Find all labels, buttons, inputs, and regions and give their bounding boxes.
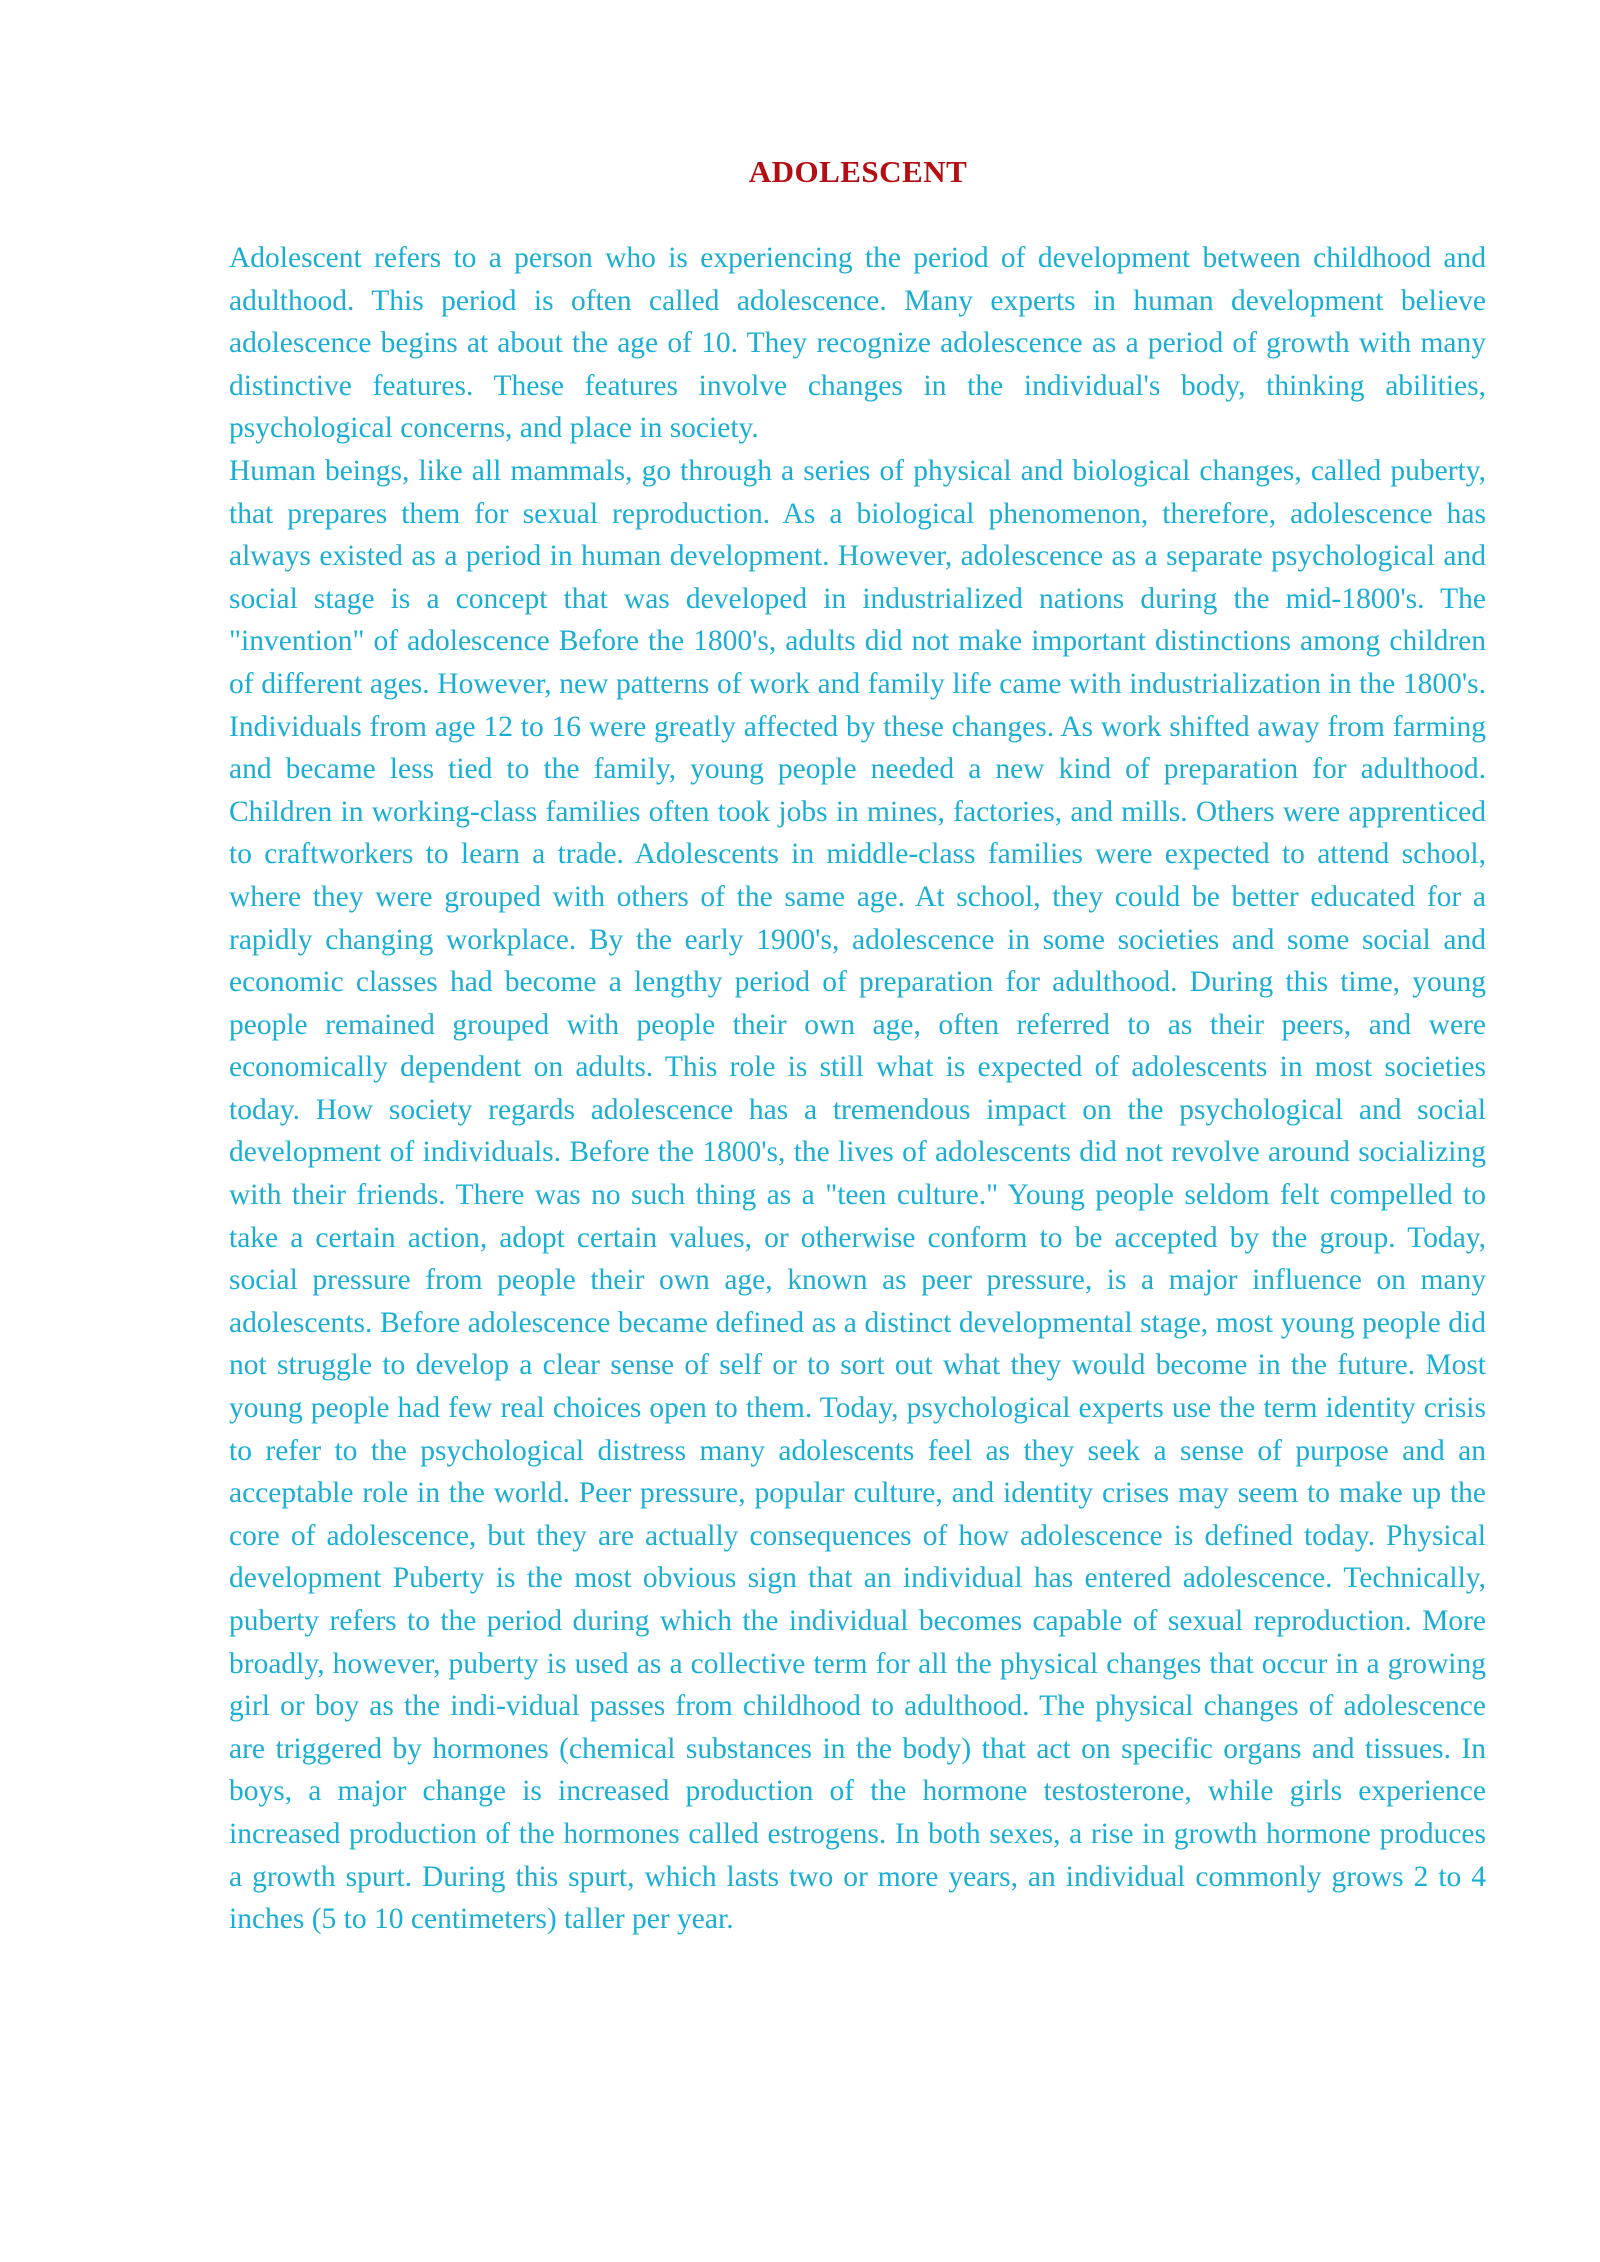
paragraph-main: Human beings, like all mammals, go through a series of physical and biological changes, called puberty, that prepares them for sexual reproduction. As a biological phenomenon, therefore, adolescence has always existed as a period in human development. However, adolescence as a separate psychological and social stage is a concept that was developed in industrialized nations during the mid-1800's. The "invention" of adolescence Before the 1800's, adults did not make important distinctions among children of different ages. However, new patterns of work and family life came with industrialization in the 1800's. Individuals from age 12 to 16 were greatly affected by these changes. As work shifted away from farming and became less tied to the family, young people needed a new kind of preparation for adulthood. Children in working-class families often took jobs in mines, factories, and mills. Others were apprenticed to craftworkers to learn a trade. Adolescents in middle-class families were expected to attend school, where they were grouped with others of the same age. At school, they could be better educated for a rapidly changing workplace. By the early 1900's, adolescence in some societies and some social and economic classes had become a lengthy period of preparation for adulthood. During this time, young people remained grouped with people their own age, often referred to as their peers, and were economically dependent on adults. This role is still what is expected of adolescents in most societies today. How society regards adolescence has a tremendous impact on the psychological and social development of individuals. Before the 1800's, the lives of adolescents did not revolve around socializing with their friends. There was no such thing as a "teen culture." Young people seldom felt compelled to take a certain action, adopt certain values, or otherwise conform to be accepted by the group. Today, social pressure from people their own age, known as peer pressure, is a major influence on many adolescents. Before adolescence became defined as a distinct developmental stage, most young people did not struggle to develop a clear sense of self or to sort out what they would become in the future. Most young people had few real choices open to them. Today, psychological experts use the term identity crisis to refer to the psychological distress many adolescents feel as they seek a sense of purpose and an acceptable role in the world. Peer pressure, popular culture, and identity crises may seem to make up the core of adolescence, but they are actually consequences of how adolescence is defined today. Physical development Puberty is the most obvious sign that an individual has entered adolescence. Technically, puberty refers to the period during which the individual becomes capable of sexual reproduction. More broadly, however, puberty is used as a collective term for all the physical changes that occur in a growing girl or boy as the indi-vidual passes from childhood to adulthood. The physical changes of adolescence are triggered by hormones (chemical substances in the body) that act on specific organs and tissues. In boys, a major change is increased production of the hormone testosterone, while girls experience increased production of the hormones called estrogens. In both sexes, a rise in growth hormone produces a growth spurt. During this spurt, which lasts two or more years, an individual commonly grows 2 to 4 inches (5 to 10 centimeters) taller per year. [229, 454, 1486, 1936]
document-title: ADOLESCENT [748, 154, 968, 189]
document-body [229, 237, 1486, 1941]
paragraph-intro: Adolescent refers to a person who is experiencing the period of development between childhood and adulthood. This period is often called adolescence. Many experts in human development believe adolescence begins at about the age of 10. They recognize adolescence as a period of growth with many distinctive features. These features involve changes in the individual's body, thinking abilities, psychological concerns, and place in society. [229, 242, 1486, 445]
